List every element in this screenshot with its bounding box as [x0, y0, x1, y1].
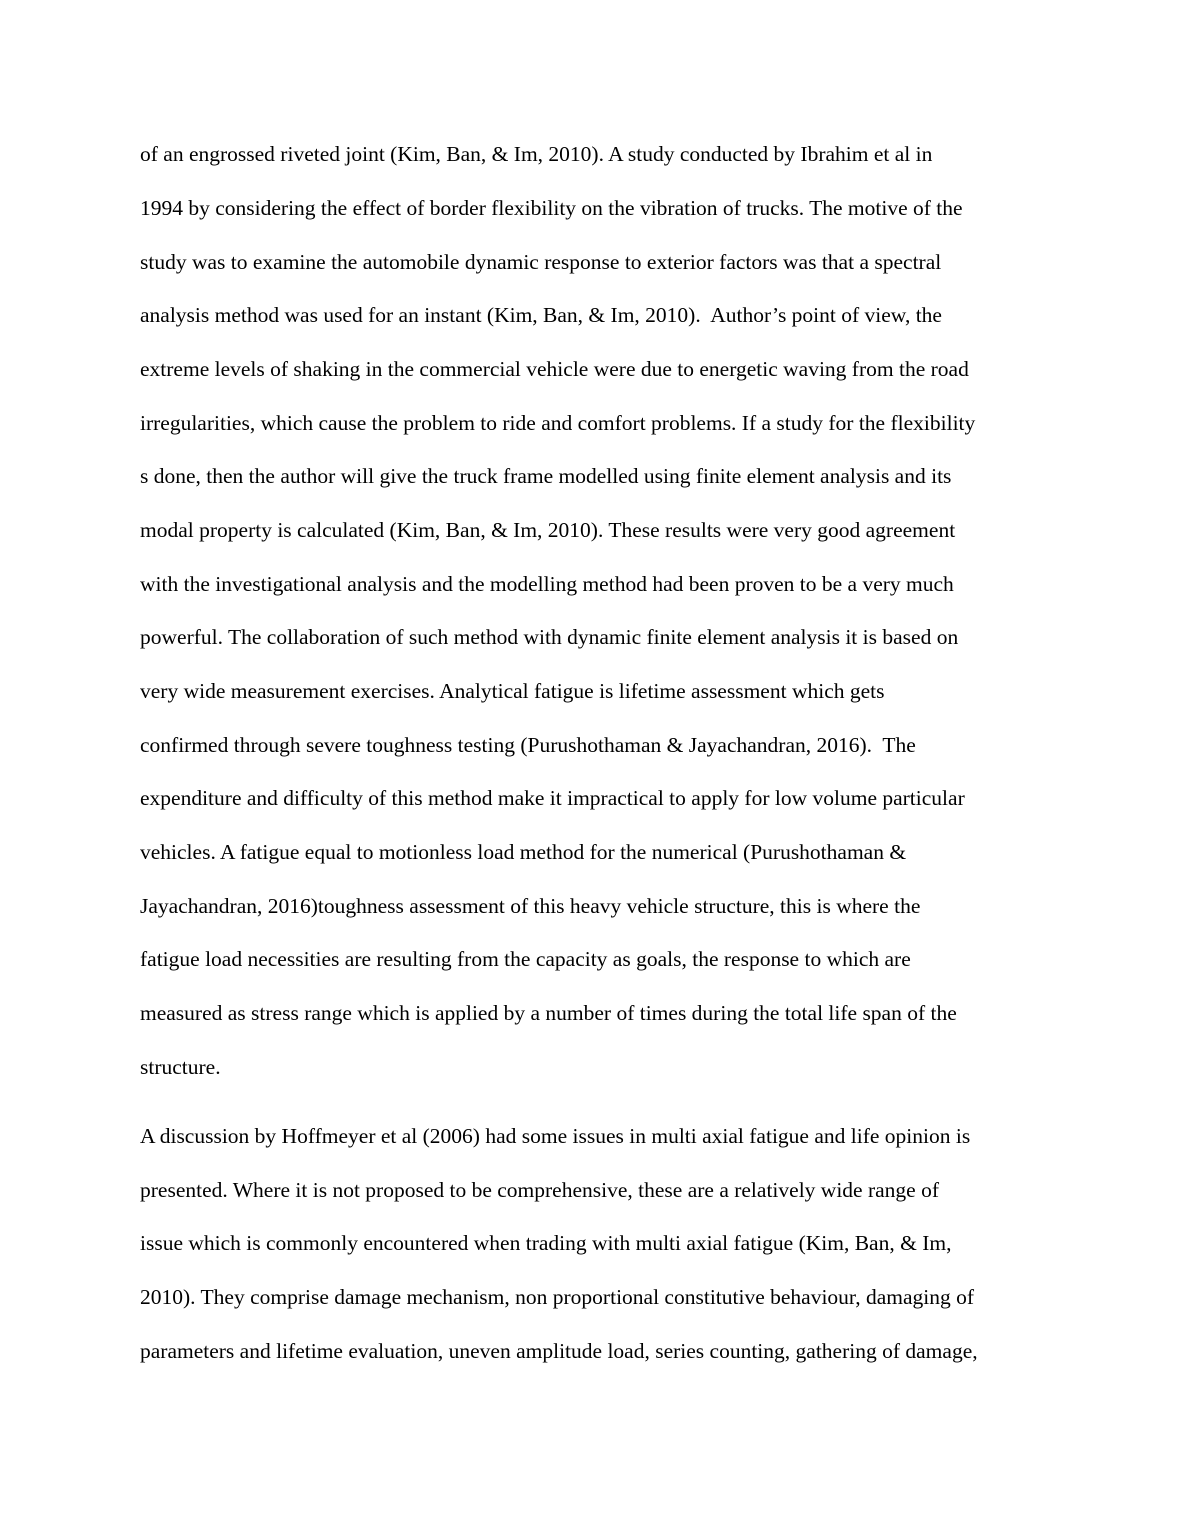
paragraph-2-line-2: presented. Where it is not proposed to be comprehensive, these are a relatively wide range of	[140, 1178, 939, 1202]
paragraph-1-line-11: very wide measurement exercises. Analytical fatigue is lifetime assessment which gets	[140, 679, 885, 703]
paragraph-1-line-15: Jayachandran, 2016)toughness assessment of this heavy vehicle structure, this is where the	[140, 894, 921, 918]
paragraph-1-line-14: vehicles. A fatigue equal to motionless load method for the numerical (Purushothaman &	[140, 840, 907, 864]
paragraph-1-line-18: structure.	[140, 1055, 221, 1079]
paragraph-1-line-7: s done, then the author will give the truck frame modelled using finite element analysis and its	[140, 464, 952, 488]
paragraph-1-line-12: confirmed through severe toughness testing (Purushothaman & Jayachandran, 2016). The	[140, 733, 916, 757]
paragraph-1-line-10: powerful. The collaboration of such method with dynamic finite element analysis it is based on	[140, 625, 959, 649]
paragraph-1-line-13: expenditure and difficulty of this method make it impractical to apply for low volume particular	[140, 786, 965, 810]
paragraph-1-line-5: extreme levels of shaking in the commercial vehicle were due to energetic waving from the road	[140, 357, 969, 381]
paragraph-1-line-6: irregularities, which cause the problem to ride and comfort problems. If a study for the flexibility	[140, 411, 976, 435]
paragraph-2-line-3: issue which is commonly encountered when trading with multi axial fatigue (Kim, Ban, & Im,	[140, 1231, 952, 1255]
paragraph-1-line-3: study was to examine the automobile dynamic response to exterior factors was that a spectral	[140, 250, 942, 274]
paragraph-1-line-2: 1994 by considering the effect of border flexibility on the vibration of trucks. The motive of the	[140, 196, 963, 220]
paragraph-1-line-16: fatigue load necessities are resulting from the capacity as goals, the response to which are	[140, 947, 911, 971]
paragraph-1-line-17: measured as stress range which is applied by a number of times during the total life span of the	[140, 1001, 957, 1025]
paragraph-2-line-1: A discussion by Hoffmeyer et al (2006) had some issues in multi axial fatigue and life opinion is	[140, 1124, 971, 1148]
paragraph-2-line-4: 2010). They comprise damage mechanism, non proportional constitutive behaviour, damaging of	[140, 1285, 975, 1309]
paragraph-1-line-8: modal property is calculated (Kim, Ban, & Im, 2010). These results were very good agreement	[140, 518, 956, 542]
paragraph-2-line-5: parameters and lifetime evaluation, uneven amplitude load, series counting, gathering of damage,	[140, 1339, 978, 1363]
paragraph-1-line-9: with the investigational analysis and the modelling method had been proven to be a very much	[140, 572, 954, 596]
paragraph-1-line-1: of an engrossed riveted joint (Kim, Ban, & Im, 2010). A study conducted by Ibrahim et al in	[140, 142, 933, 166]
paragraph-1-line-4: analysis method was used for an instant (Kim, Ban, & Im, 2010). Author’s point of view, the	[140, 303, 942, 327]
